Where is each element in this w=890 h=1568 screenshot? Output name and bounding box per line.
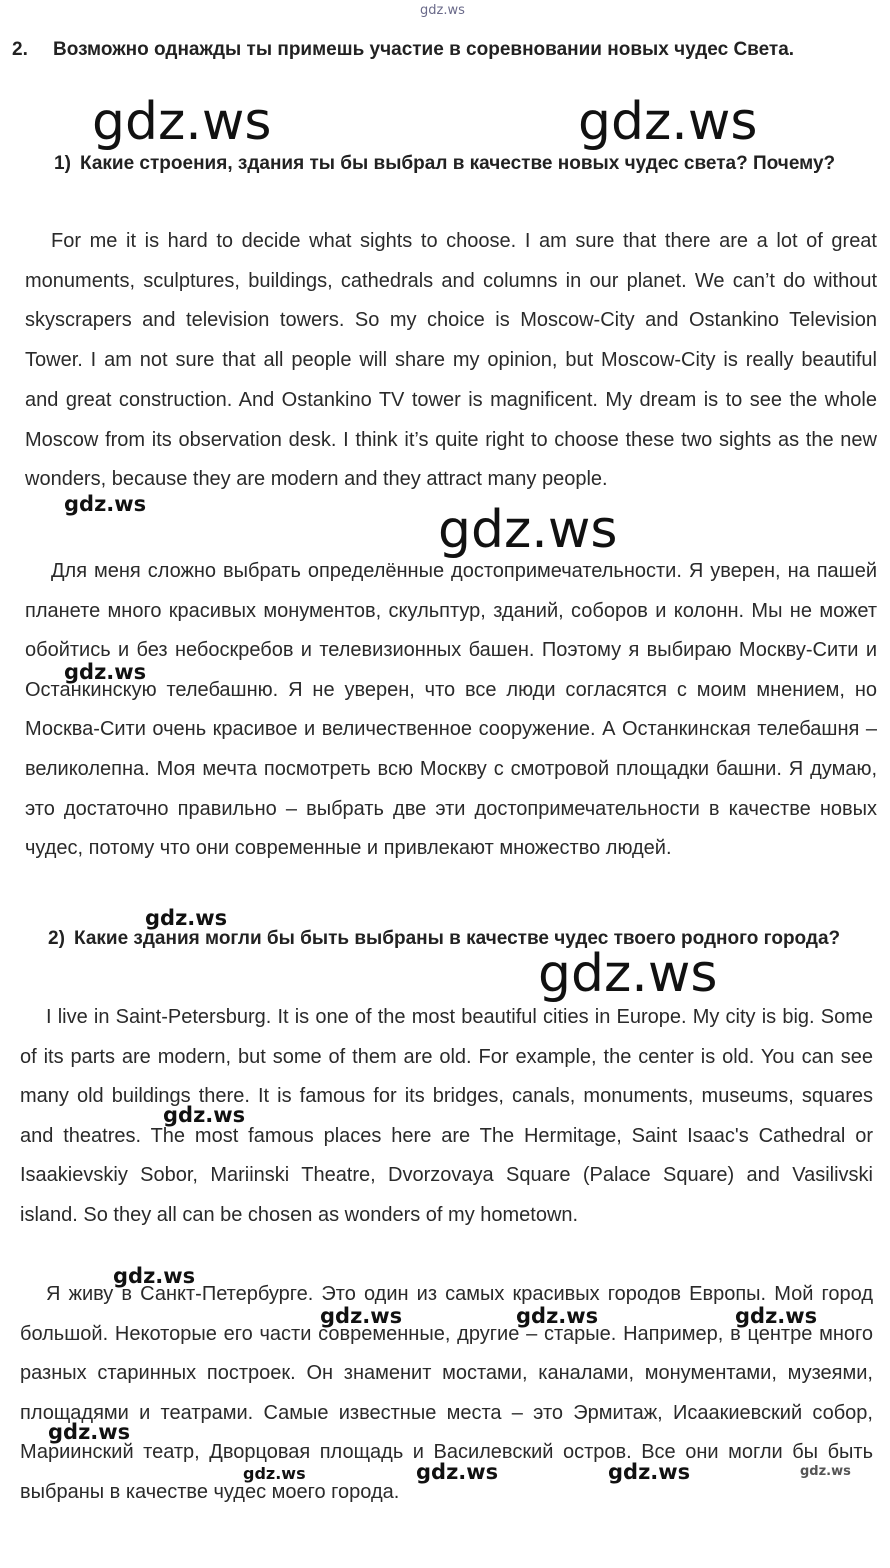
watermark: gdz.ws [516, 1304, 599, 1328]
watermark: gdz.ws [578, 92, 758, 152]
watermark: gdz.ws [420, 3, 465, 18]
watermark: gdz.ws [64, 492, 147, 516]
answer-2-english: I live in Saint-Petersburg. It is one of the most beautiful cities in Europe. My city is big. Some of its parts are modern, but some of them are old. For example, the center is old. You can see many old buildings there. It is famous for its bridges, canals, monuments, museums, squares and theatres. The most famous places here are The Hermitage, Saint Isaac's Cathedral or Isaakievskiy Sobor, Mariinski Theatre, Dvorzovaya Square (Palace Square) and Vasilivski island. So they all can be chosen as wonders of my hometown. [20, 1006, 873, 1226]
question-number: 2) [48, 928, 65, 949]
watermark: gdz.ws [735, 1304, 818, 1328]
task-text: Возможно однажды ты примешь участие в соревновании новых чудес Света. [53, 39, 795, 60]
watermark: gdz.ws [163, 1103, 246, 1127]
watermark: gdz.ws [243, 1464, 306, 1483]
watermark: gdz.ws [416, 1460, 499, 1484]
watermark: gdz.ws [64, 660, 147, 684]
watermark: gdz.ws [608, 1460, 691, 1484]
answer-1-english: For me it is hard to decide what sights to choose. I am sure that there are a lot of great monuments, sculptures, buildings, cathedrals and columns in our planet. We can’t do without skyscrapers and television towers. So my choice is Moscow-City and Ostankino Television Tower. I am not sure that all people will share my opinion, but Moscow-City is really beautiful and great construction. And Ostankino TV tower is magnificent. My dream is to see the whole Moscow from its observation desk. I think it’s quite right to choose these two sights as the new wonders, because they are modern and they attract many people. [25, 230, 877, 491]
answer-1-russian: Для меня сложно выбрать определённые достопримечательности. Я уверен, на пашей планете много красивых монументов, скульптур, зданий, соборов и колонн. Мы не может обойтись и без небоскребов и телевизионных башен. Поэтому я выбираю Москву-Сити и Останкинскую телебашню. Я не уверен, что все люди согласятся с моим мнением, но Москва-Сити очень красивое и величественное сооружение. А Останкинская телебашня – великолепна. Моя мечта посмотреть всю Москву с смотровой площадки башни. Я думаю, это достаточно правильно – выбрать две эти достопримечательности в качестве новых чудес, потому что они современные и привлекают множество людей. [25, 560, 877, 860]
question-text: Какие строения, здания ты бы выбрал в качестве новых чудес света? Почему? [80, 153, 836, 174]
task-number: 2. [12, 39, 28, 60]
question-number: 1) [54, 153, 71, 174]
watermark: gdz.ws [320, 1304, 403, 1328]
watermark: gdz.ws [145, 906, 228, 930]
watermark: gdz.ws [113, 1264, 196, 1288]
watermark: gdz.ws [48, 1420, 131, 1444]
watermark: gdz.ws [800, 1464, 851, 1479]
question-text: Какие здания могли бы быть выбраны в качестве чудес твоего родного города? [74, 928, 841, 949]
watermark: gdz.ws [538, 944, 718, 1004]
watermark: gdz.ws [438, 500, 618, 560]
answer-2-russian: Я живу в Санкт-Петербурге. Это один из самых красивых городов Европы. Мой город большой. Некоторые его части современные, другие – старые. Например, в центре много разных старинных построек. Он знаменит мостами, каналами, монументами, музеями, площадями и театрами. Самые известные места – это Эрмитаж, Исаакиевский собор, Мариинский театр, Дворцовая площадь и Василевский остров. Все они могли бы быть выбраны в качестве чудес моего города. [20, 1283, 873, 1503]
watermark: gdz.ws [92, 92, 272, 152]
